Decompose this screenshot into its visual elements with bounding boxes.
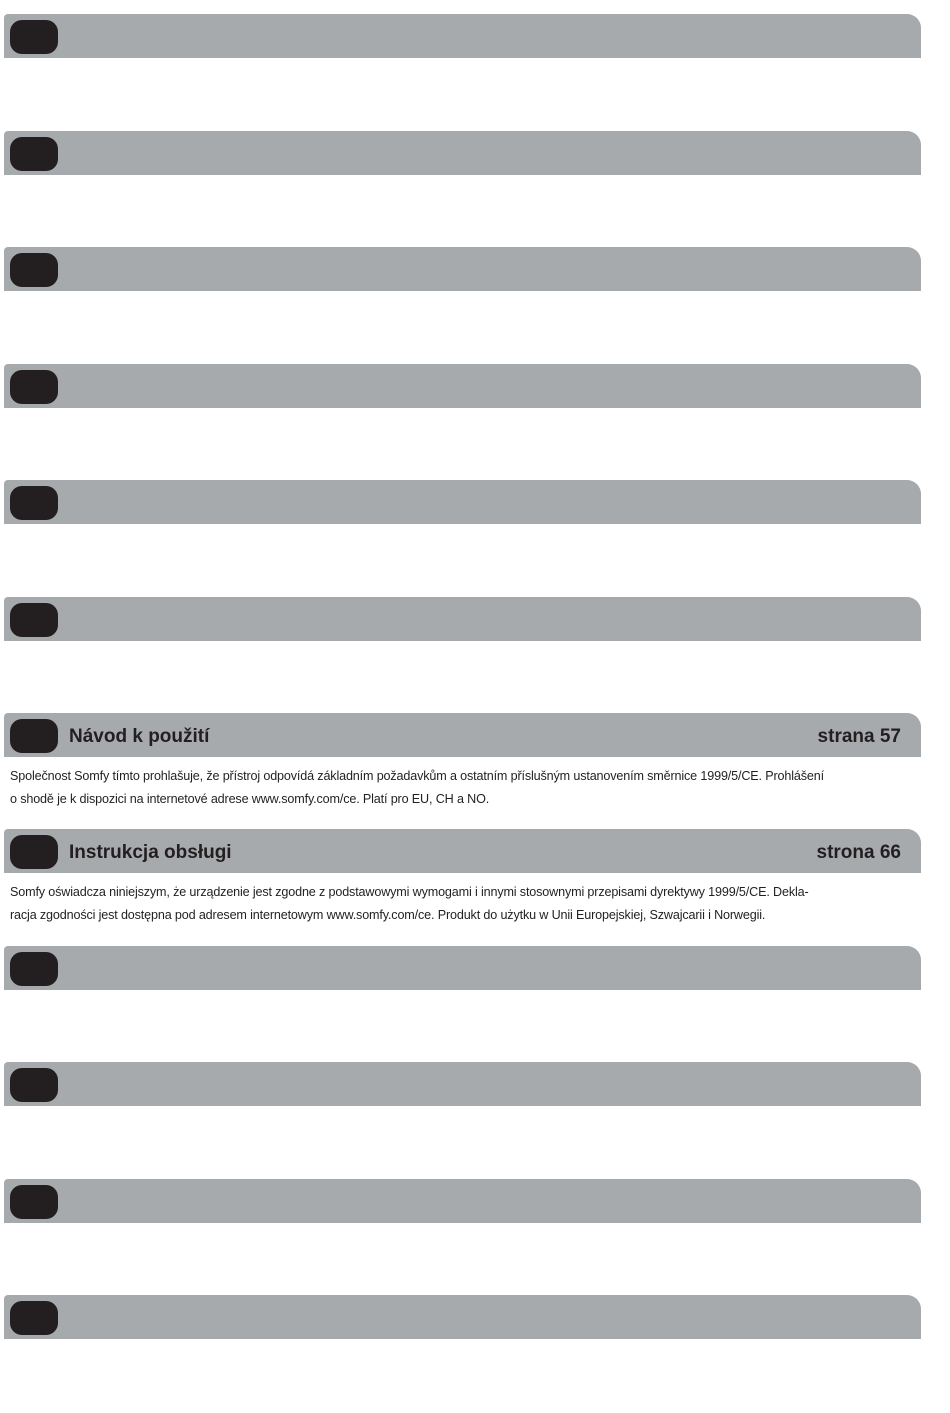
language-section-6 bbox=[4, 597, 921, 641]
section-header-bar bbox=[4, 713, 921, 757]
section-header-bar bbox=[4, 1062, 921, 1106]
language-tab-marker bbox=[10, 253, 58, 287]
declaration-line-1: Společnost Somfy tímto prohlašuje, že přístroj odpovídá základním požadavkům a ostatním příslušným ustanovením směrnice 1999/5/CE. Prohlášení bbox=[10, 769, 824, 783]
language-section-2 bbox=[4, 131, 921, 175]
language-tab-marker bbox=[10, 603, 58, 637]
section-header-bar bbox=[4, 131, 921, 175]
language-section-czech bbox=[4, 713, 921, 811]
section-header-bar bbox=[4, 247, 921, 291]
section-header-bar bbox=[4, 829, 921, 873]
declaration-text bbox=[10, 881, 915, 927]
section-page-ref: strona 66 bbox=[816, 842, 901, 863]
section-title: Instrukcja obsługi bbox=[69, 842, 232, 863]
language-section-polish bbox=[4, 829, 921, 927]
language-tab-marker bbox=[10, 20, 58, 54]
language-tab-marker bbox=[10, 1068, 58, 1102]
language-tab-marker bbox=[10, 486, 58, 520]
language-tab-marker bbox=[10, 137, 58, 171]
language-section-9 bbox=[4, 946, 921, 990]
language-tab-marker bbox=[10, 719, 58, 753]
language-tab-marker bbox=[10, 370, 58, 404]
section-header-bar bbox=[4, 480, 921, 524]
declaration-line-2: racja zgodności jest dostępna pod adresem internetowym www.somfy.com/ce. Produkt do użytku w Unii Europejskiej, Szwajcarii i Norwegii. bbox=[10, 908, 766, 922]
declaration-line-2: o shodě je k dispozici na internetové adrese www.somfy.com/ce. Platí pro EU, CH a NO. bbox=[10, 792, 490, 806]
section-header-bar bbox=[4, 597, 921, 641]
language-tab-marker bbox=[10, 952, 58, 986]
language-section-4 bbox=[4, 364, 921, 408]
section-header-bar bbox=[4, 14, 921, 58]
language-section-1 bbox=[4, 14, 921, 58]
section-page-ref: strana 57 bbox=[817, 726, 901, 747]
language-section-12 bbox=[4, 1295, 921, 1339]
section-title: Návod k použití bbox=[69, 726, 210, 747]
section-header-bar bbox=[4, 946, 921, 990]
language-tab-marker bbox=[10, 1301, 58, 1335]
language-tab-marker bbox=[10, 835, 58, 869]
section-header-bar bbox=[4, 1179, 921, 1223]
language-section-10 bbox=[4, 1062, 921, 1106]
declaration-line-1: Somfy oświadcza niniejszym, że urządzenie jest zgodne z podstawowymi wymogami i innymi stosownymi przepisami dyrektywy 1999/5/CE. Dekla- bbox=[10, 885, 809, 899]
language-section-11 bbox=[4, 1179, 921, 1223]
language-tab-marker bbox=[10, 1185, 58, 1219]
section-header-bar bbox=[4, 364, 921, 408]
section-header-bar bbox=[4, 1295, 921, 1339]
language-section-3 bbox=[4, 247, 921, 291]
language-section-5 bbox=[4, 480, 921, 524]
declaration-text bbox=[10, 765, 915, 811]
